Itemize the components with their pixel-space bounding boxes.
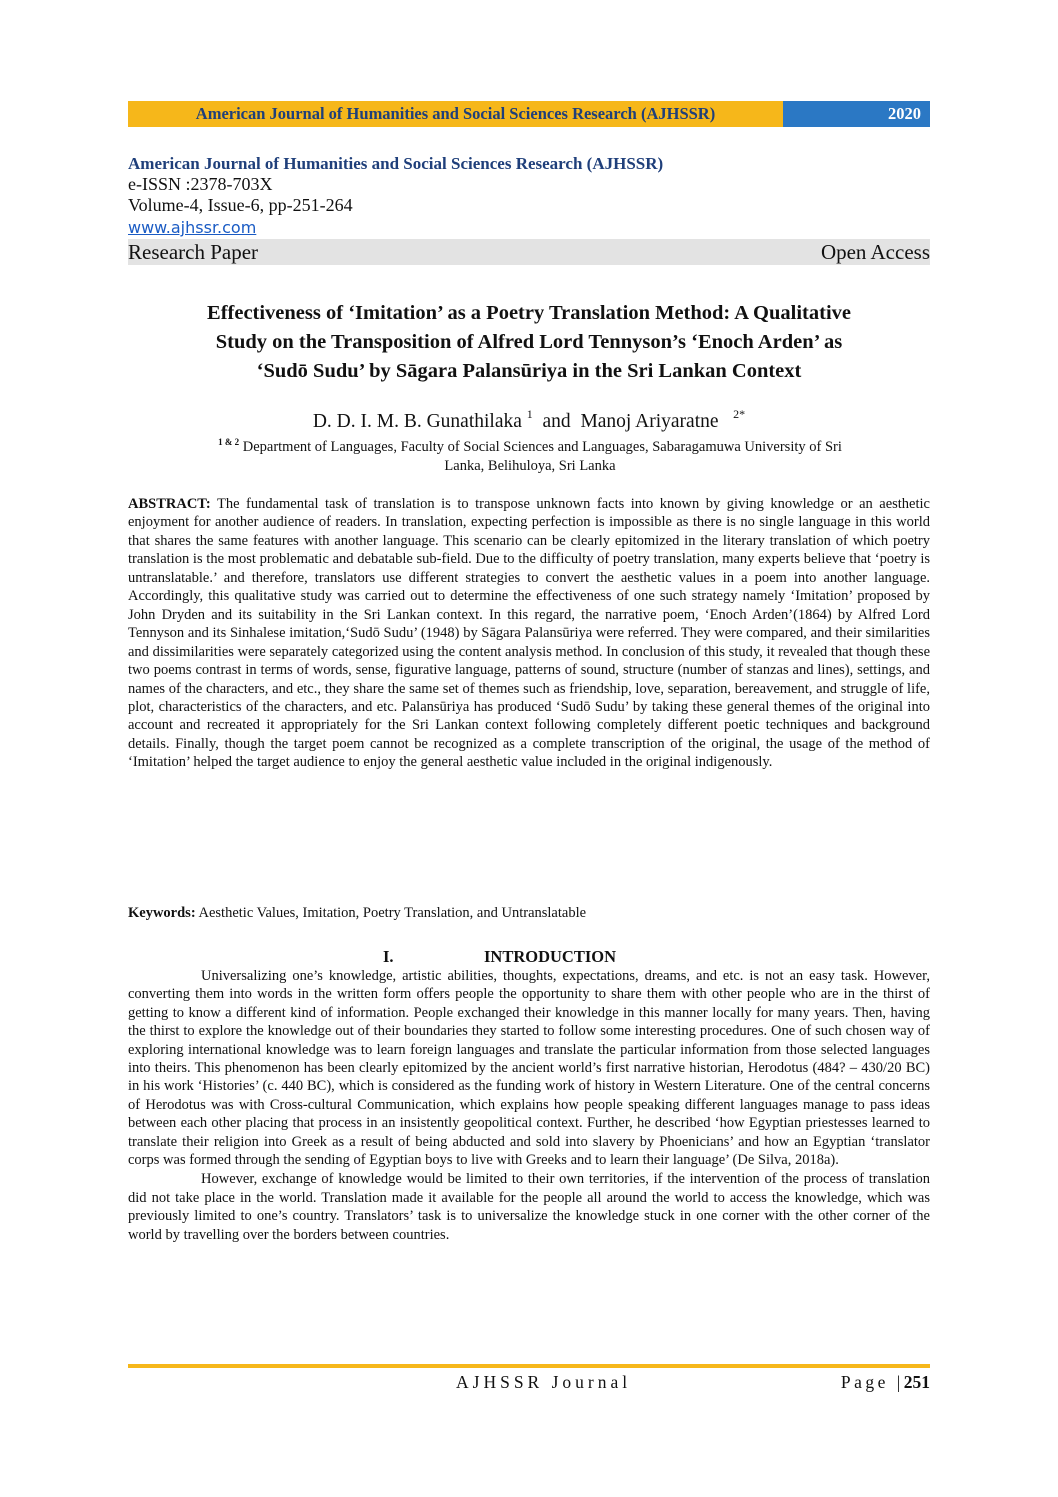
journal-volume: Volume-4, Issue-6, pp-251-264 xyxy=(128,195,353,215)
journal-issn: e-ISSN :2378-703X xyxy=(128,174,273,194)
abstract xyxy=(128,495,930,772)
paper-type: Research Paper xyxy=(128,240,259,264)
title-line: ‘Sudō Sudu’ by Sāgara Palansūriya in the Sri Lankan Context xyxy=(256,360,802,382)
introduction-body xyxy=(128,967,930,1245)
keywords xyxy=(128,904,930,922)
running-header-year: 2020 xyxy=(783,101,930,127)
affiliation xyxy=(150,433,910,476)
footer-journal: AJHSSR Journal xyxy=(456,1372,632,1392)
page-footer xyxy=(128,1370,930,1394)
keywords-label: Keywords: xyxy=(128,905,196,921)
journal-info xyxy=(128,154,930,265)
paper-title xyxy=(128,299,930,386)
affiliation-mark: 1 & 2 xyxy=(218,437,240,447)
author-affil-mark: 2* xyxy=(733,407,746,421)
affiliation-text: Lanka, Belihuloya, Sri Lanka xyxy=(444,458,616,474)
affiliation-text: Department of Languages, Faculty of Social Sciences and Languages, Sabaragamuwa University of Sri xyxy=(242,439,842,455)
footer-page-number: 251 xyxy=(903,1372,930,1392)
abstract-label: ABSTRACT: xyxy=(128,496,211,512)
running-header-journal: American Journal of Humanities and Social Sciences Research (AJHSSR) xyxy=(128,101,783,127)
author-name: D. D. I. M. B. Gunathilaka xyxy=(312,411,522,432)
journal-url-link[interactable]: www.ajhssr.com xyxy=(128,218,257,237)
author-affil-mark: 1 xyxy=(526,407,533,421)
running-header xyxy=(128,101,930,127)
footer-rule xyxy=(128,1364,930,1368)
section-number: I. xyxy=(383,947,394,966)
footer-page xyxy=(841,1370,930,1394)
author-name: Manoj Ariyaratne xyxy=(580,411,719,432)
abstract-text: The fundamental task of translation is to transpose unknown facts into known by giving knowledge or an aesthetic enjoyment for another audience of readers. In translation, expecting perfection is impossible as there is no single language in this world that shares the same features with another language. This scenario can be clearly epitomized in the literary translation of which poetry translation is the most problematic and debatable sub-field. Due to the difficulty of poetry translation, many experts believe that ‘poetry is untranslatable.’ and therefore, translators use different strategies to convert the aesthetic values in a poem into another language. Accordingly, this qualitative study was carried out to determine the effectiveness of one such strategy namely ‘Imitation’ proposed by John Dryden and its suitability in the Sri Lankan context. In this regard, the narrative poem, ‘Enoch Arden’(1864) by Alfred Lord Tennyson and its Sinhalese imitation,‘Sudō Sudu’ (1948) by Sāgara Palansūriya were referred. They were compared, and their similarities and dissimilarities were separately categorized using the content analysis method. In conclusion of this study, it revealed that though these two poems contrast in terms of words, sense, figurative language, patterns of sound, structure (number of stanzas and lines), settings, and names of the characters, and etc., they share the same set of themes such as friendship, love, separation, bereavement, and struggle of life, plot, characteristics of the characters, and etc. Palansūriya has produced ‘Sudō Sudu’ by taking these general themes of the original into account and recreated it appropriately for the Sri Lankan context following completely different poetic techniques and background details. Finally, though the target poem cannot be recognized as a complete transcription of the original, the usage of the method of ‘Imitation’ helped the target audience to enjoy the general aesthetic value included in the original indigenously. xyxy=(128,496,930,771)
author-line xyxy=(128,402,930,434)
footer-page-label: Page | xyxy=(840,1372,904,1392)
title-line: Study on the Transposition of Alfred Lord Tennyson’s ‘Enoch Arden’ as xyxy=(215,331,843,353)
section-title: INTRODUCTION xyxy=(484,947,617,966)
access-type: Open Access xyxy=(820,240,930,264)
keywords-text: Aesthetic Values, Imitation, Poetry Translation, and Untranslatable xyxy=(198,905,587,921)
author-conjunction: and xyxy=(542,411,571,432)
journal-name: American Journal of Humanities and Social Sciences Research (AJHSSR) xyxy=(128,154,664,173)
paragraph: Universalizing one’s knowledge, artistic abilities, thoughts, expectations, dreams, and etc. is not an easy task. However, converting them into words in the written form offers people the opportunity to share them with other people who are in the thirst of getting to know a different kind of information. People exchanged their knowledge in this manner locally for many years. Then, having the thirst to explore the knowledge out of their boundaries they started to follow some interesting procedures. One of such chosen way of exploring international knowledge was to learn foreign languages and translate the particular information from those selected languages into theirs. This phenomenon has been clearly epitomized by the ancient world’s first narrative historian, Herodotus (484? – 430/20 BC) in his work ‘Histories’ (c. 440 BC), which is considered as the funding work of history in Western Literature. One of the central concerns of Herodotus was with Cross-cultural Communication, which explains how people speaking different languages manage to pass ideas between each other placing that process in an insistently geopolitical context. Further, he described ‘how Egyptian priestesses learned to translate their religion into Greek as a result of being abducted and sold into slavery by Phoenicians’ and how an Egyptian ‘translator corps was formed through the sending of Egyptian boys to live with Greeks and to learn their language’ (De Silva, 2018a). xyxy=(128,968,930,1169)
paragraph: However, exchange of knowledge would be limited to their own territories, if the intervention of the process of translation did not take place in the world. Translation made it available for the people all around the world to access the knowledge, which was previously limited to one’s country. Translators’ task is to universalize the knowledge stuck in one corner with the other corner of the world by travelling over the borders between countries. xyxy=(128,1171,930,1243)
title-line: Effectiveness of ‘Imitation’ as a Poetry Translation Method: A Qualitative xyxy=(207,302,851,324)
paper-type-bar xyxy=(128,239,930,265)
